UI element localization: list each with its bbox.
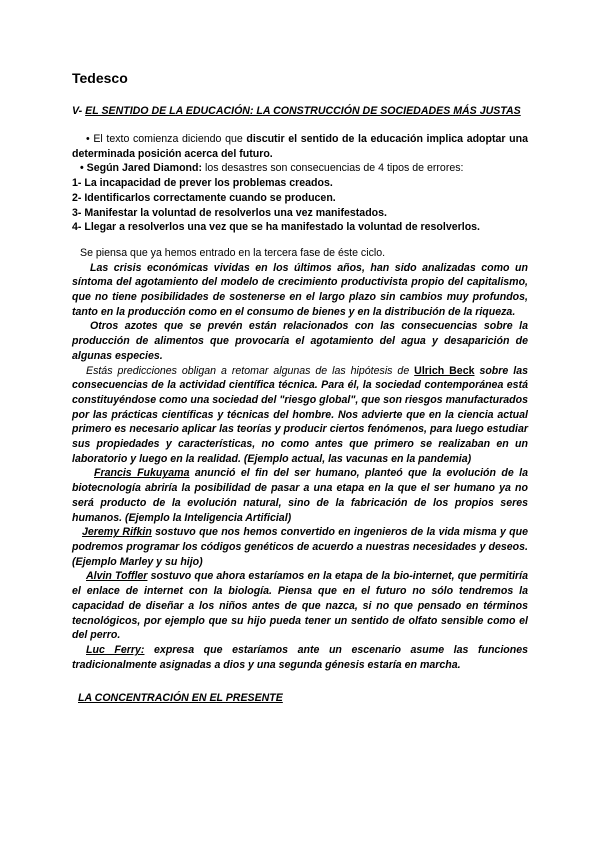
section-prefix: V- xyxy=(72,105,86,117)
error-item: 3- Manifestar la voluntad de resolverlos una vez manifestados. xyxy=(72,206,387,219)
crisis-paragraph: Las crisis económicas vividas en los últimos años, han sido analizadas como un síntoma del agotamiento del modelo de crecimiento productivista propio del capitalismo, que no tiene posibilidades de sostenerse en el largo plazo sin cambios muy profundos, tanto en la producción como en el consumo de bienes y en la distribución de la riqueza. xyxy=(72,261,528,318)
toffler-paragraph xyxy=(72,569,528,643)
third-phase-text: Se piensa que ya hemos entrado en la tercera fase de éste ciclo. xyxy=(80,246,386,259)
intro-bullet-2 xyxy=(72,161,528,176)
error-item: 4- Llegar a resolverlos una vez que se ha manifestado la voluntad de resolverlos. xyxy=(72,221,481,234)
rifkin-paragraph xyxy=(72,525,528,569)
error-item: 2- Identificarlos correctamente cuando se producen. xyxy=(72,191,336,204)
ferry-paragraph xyxy=(72,643,528,672)
next-section-heading xyxy=(72,692,528,704)
azotes-paragraph: Otros azotes que se prevén están relacionados con las consecuencias sobre la producción de alimentos que provocaría el agotamiento del agua y desaparición de algunas especies. xyxy=(72,320,528,362)
ferry-text: expresa que estaríamos ante un escenario asume las funciones tradicionalmente asignadas a dios y una segunda génesis estaría en marcha. xyxy=(72,643,528,671)
toffler-name: Alvin Toffler xyxy=(86,570,148,583)
error-item: 1- La incapacidad de prever los problemas creados. xyxy=(72,177,333,190)
document-title: Tedesco xyxy=(72,70,128,86)
intro-text: • El texto comienza diciendo que xyxy=(86,133,247,145)
intro-bullet-1 xyxy=(72,132,528,161)
beck-text: sobre las consecuencias de la actividad científica técnica. Para él, la sociedad contemporánea está constituyéndose como una sociedad del "riesgo global", que son riesgos manufacturados por las prácticas científicas y técnicas del hombre. Nos advierte que en la ciencia actual primero es necesario aplicar las teorías y producir ciertos fenómenos, para luego estudiar sus propiedades y características, no como antes que primero se realizaban en un laboratorio y luego en la realidad. (Ejemplo actual, las vacunas en la pandemia) xyxy=(72,364,528,465)
beck-lead: Estás predicciones obligan a retomar algunas de las hipótesis de xyxy=(86,364,415,377)
section-heading xyxy=(72,104,528,119)
fukuyama-name: Francis Fukuyama xyxy=(94,467,190,480)
diamond-text: los desastres son consecuencias de 4 tipos de errores: xyxy=(202,162,464,175)
fukuyama-paragraph xyxy=(72,466,528,525)
section-title: EL SENTIDO DE LA EDUCACIÓN: LA CONSTRUCCIÓN DE SOCIEDADES MÁS JUSTAS xyxy=(85,105,521,117)
toffler-text: sostuvo que ahora estaríamos en la etapa de la bio-internet, que permitiría el enlace de internet con la biología. Piensa que en el futuro no sólo tendremos la capacidad de diseñar a los niños antes de que nazca, si no que pensado en términos tecnológicos, por ejemplo que su hijo pueda tener un sentido de olfato sensible como el del perro. xyxy=(72,570,528,642)
rifkin-text: sostuvo que nos hemos convertido en ingenieros de la vida misma y que podremos programar los códigos genéticos de acuerdo a nuestras necesidades y deseos. (Ejemplo Marley y su hijo) xyxy=(72,526,528,568)
beck-name: Ulrich Beck xyxy=(414,364,475,377)
rifkin-name: Jeremy Rifkin xyxy=(82,526,152,539)
beck-paragraph xyxy=(72,364,528,467)
intro-emphasis: discutir el sentido de la educación implica adoptar una determinada posición acerca del futuro. xyxy=(72,133,529,160)
document-page xyxy=(72,70,528,704)
diamond-label: • Según Jared Diamond: xyxy=(80,162,203,175)
next-section-title: LA CONCENTRACIÓN EN EL PRESENTE xyxy=(78,692,283,705)
fukuyama-text: anunció el fin del ser humano, planteó que la evolución de la biotecnología abriría la posibilidad de pasar a una etapa en la que el ser humano ya no será producto de la evolución natural, sino de la fabricación de los propios seres humanos. (Ejemplo la Inteligencia Artificial) xyxy=(72,467,528,524)
ferry-name: Luc Ferry: xyxy=(86,643,145,656)
